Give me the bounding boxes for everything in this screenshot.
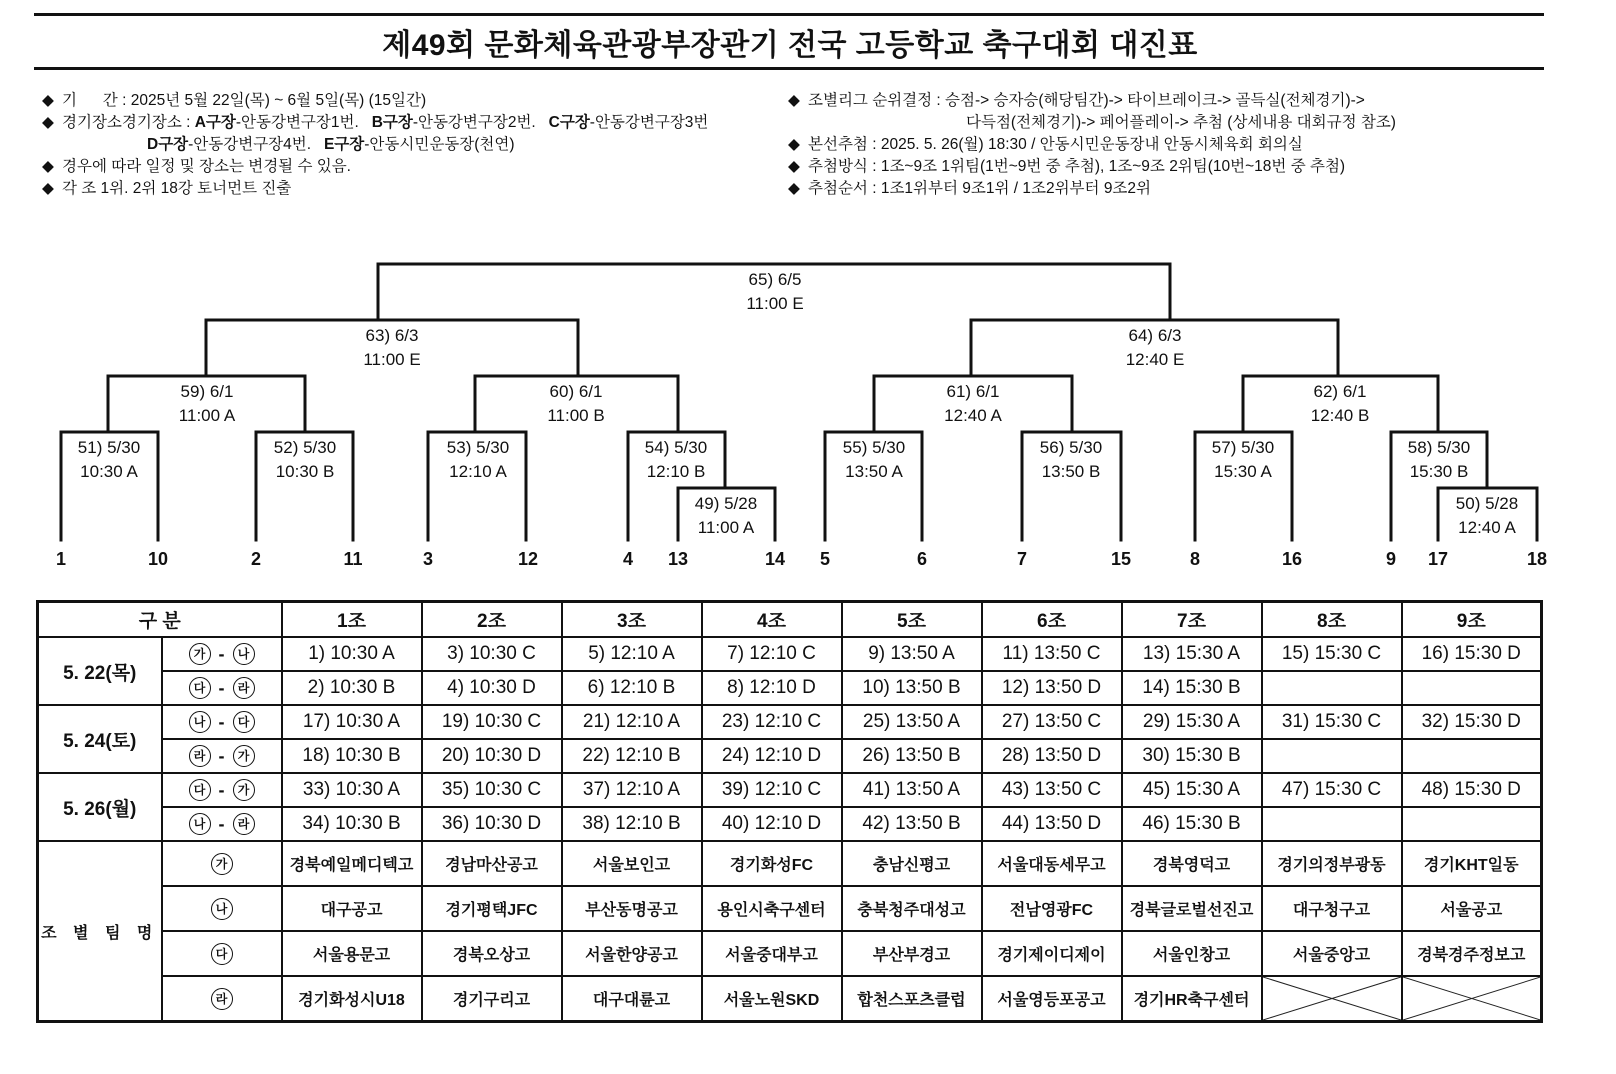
match-cell: 27) 13:50 C [982,705,1122,739]
match-cell: 48) 15:30 D [1402,773,1542,807]
table-row [38,671,1542,705]
team-name: 경기KHT일동 [1402,841,1542,886]
match-cell: 43) 13:50 C [982,773,1122,807]
diamond-bullet-icon: ◆ [788,158,800,175]
match-cell: 23) 12:10 C [702,705,842,739]
slot-circle-icon: 가 [211,853,233,875]
seed-slot: 8 [1189,549,1201,569]
diamond-bullet-icon: ◆ [42,158,54,175]
match-cell: 17) 10:30 A [282,705,422,739]
team-name: 서울인창고 [1122,931,1262,976]
seed-slot: 15 [1110,549,1132,569]
match-cell: 42) 13:50 B [842,807,982,841]
match-60-label: 60) 6/1 11:00 B [547,382,605,425]
slot-circle-icon: 가 [233,745,255,767]
seed-slot: 1 [55,549,67,569]
match-cell: 6) 12:10 B [562,671,702,705]
match-cell: 44) 13:50 D [982,807,1122,841]
info-draw-order: ◆ 추첨순서 : 1조1위부터 9조1위 / 1조2위부터 9조2위 [788,178,1396,200]
cross-out-icon [1263,977,1401,1020]
match-cell: 24) 12:10 D [702,739,842,773]
team-name: 서울노원SKD [702,976,842,1022]
match-65-label: 65) 6/5 11:00 E [746,270,804,313]
team-name: 경기화성시U18 [282,976,422,1022]
matchup-pair: 나 - 라 [162,807,282,841]
info-venues-cont: D구장-안동강변구장4번. E구장-안동시민운동장(천연) [147,136,515,153]
header-group: 1조 [282,602,422,638]
match-cell: 9) 13:50 A [842,637,982,671]
match-cell: 13) 15:30 A [1122,637,1262,671]
seed-slot: 18 [1526,549,1548,569]
match-date: 5. 26(월) [38,773,162,841]
info-change-notice: ◆ 경우에 따라 일정 및 장소는 변경될 수 있음. [42,156,708,178]
match-cell: 33) 10:30 A [282,773,422,807]
team-name: 경기HR축구센터 [1122,976,1262,1022]
team-name: 서울용문고 [282,931,422,976]
team-name: 경북글로벌선진고 [1122,886,1262,931]
team-name: 대구공고 [282,886,422,931]
team-row [38,886,1542,931]
match-cell: 38) 12:10 B [562,807,702,841]
team-slot [162,931,282,976]
match-cell: 20) 10:30 D [422,739,562,773]
team-name: 경기구리고 [422,976,562,1022]
info-draw: ◆ 본선추첨 : 2025. 5. 26(월) 18:30 / 안동시민운동장내 안동시체육회 회의실 [788,134,1396,156]
table-row [38,637,1542,671]
table-row [38,739,1542,773]
match-cell: 7) 12:10 C [702,637,842,671]
header-group: 6조 [982,602,1122,638]
match-58-label: 58) 5/30 15:30 B [1407,438,1471,481]
info-venues: ◆ 경기장소경기장소 : A구장-안동강변구장1번. B구장-안동강변구장2번. C구장-안동강변구장3번 [42,112,708,134]
team-name: 서울중대부고 [702,931,842,976]
match-56-label: 56) 5/30 13:50 B [1039,438,1103,481]
team-name: 대구대륜고 [562,976,702,1022]
slot-circle-icon: 라 [211,988,233,1010]
seed-slot: 13 [667,549,689,569]
seed-slot: 10 [147,549,169,569]
match-cell: 39) 12:10 C [702,773,842,807]
team-name: 용인시축구센터 [702,886,842,931]
matchup-pair: 다 - 가 [162,773,282,807]
match-cell: 32) 15:30 D [1402,705,1542,739]
match-cell: 31) 15:30 C [1262,705,1402,739]
header-group: 7조 [1122,602,1262,638]
match-cell: 15) 15:30 C [1262,637,1402,671]
match-cell: 26) 13:50 B [842,739,982,773]
match-cell: 37) 12:10 A [562,773,702,807]
match-50-label: 50) 5/28 12:40 A [1455,494,1519,537]
match-cell: 19) 10:30 C [422,705,562,739]
header-group: 5조 [842,602,982,638]
slot-circle-icon: 나 [189,711,211,733]
match-61-label: 61) 6/1 12:40 A [944,382,1002,425]
match-cell: 36) 10:30 D [422,807,562,841]
team-slot [162,841,282,886]
match-cell: 12) 13:50 D [982,671,1122,705]
header-group: 3조 [562,602,702,638]
seed-slot: 2 [250,549,262,569]
team-slot [162,886,282,931]
team-name: 부산동명공고 [562,886,702,931]
match-cell: 16) 15:30 D [1402,637,1542,671]
match-cell: 30) 15:30 B [1122,739,1262,773]
match-cell: 8) 12:10 D [702,671,842,705]
cross-out-icon [1403,977,1541,1020]
team-name: 충북청주대성고 [842,886,982,931]
matchup-pair: 나 - 다 [162,705,282,739]
diamond-bullet-icon: ◆ [788,136,800,153]
team-name: 경북경주정보고 [1402,931,1542,976]
team-name: 경기의정부광동 [1262,841,1402,886]
match-cell [1262,807,1402,841]
match-cell: 41) 13:50 A [842,773,982,807]
seed-slot: 3 [422,549,434,569]
match-cell: 1) 10:30 A [282,637,422,671]
header-group: 4조 [702,602,842,638]
info-period: ◆ 기 간 : 2025년 5월 22일(목) ~ 6월 5일(목) (15일간) [42,90,708,112]
info-ranking-cont: 다득점(전체경기)-> 페어플레이-> 추첨 (상세내용 대회규정 참조) [966,114,1396,131]
team-name: 전남영광FC [982,886,1122,931]
header-group: 2조 [422,602,562,638]
matchup-pair: 가 - 나 [162,637,282,671]
empty-slot-crossed [1402,976,1542,1022]
team-name: 서울대동세무고 [982,841,1122,886]
match-cell: 2) 10:30 B [282,671,422,705]
seed-slot: 6 [916,549,928,569]
match-cell [1262,739,1402,773]
slot-circle-icon: 가 [189,643,211,665]
match-cell: 3) 10:30 C [422,637,562,671]
match-date: 5. 24(토) [38,705,162,773]
slot-circle-icon: 나 [233,643,255,665]
match-cell: 22) 12:10 B [562,739,702,773]
team-slot [162,976,282,1022]
match-cell: 18) 10:30 B [282,739,422,773]
table-row [38,807,1542,841]
match-cell: 25) 13:50 A [842,705,982,739]
team-names-label: 조 별 팀 명 [38,841,162,1022]
match-cell: 46) 15:30 B [1122,807,1262,841]
team-name: 충남신평고 [842,841,982,886]
diamond-bullet-icon: ◆ [788,180,800,197]
group-schedule-table [36,600,1543,1023]
diamond-bullet-icon: ◆ [42,114,54,131]
slot-circle-icon: 다 [233,711,255,733]
team-name: 합천스포츠클럽 [842,976,982,1022]
header-category: 구 분 [38,602,282,638]
seed-slot: 4 [622,549,634,569]
header-group: 8조 [1262,602,1402,638]
match-57-label: 57) 5/30 15:30 A [1211,438,1275,481]
team-name: 대구청구고 [1262,886,1402,931]
team-name: 경북오상고 [422,931,562,976]
match-cell: 11) 13:50 C [982,637,1122,671]
slot-circle-icon: 나 [189,813,211,835]
team-name: 경남마산공고 [422,841,562,886]
matchup-pair: 라 - 가 [162,739,282,773]
diamond-bullet-icon: ◆ [42,92,54,109]
seed-slot: 14 [764,549,786,569]
match-cell: 5) 12:10 A [562,637,702,671]
team-name: 경기평택JFC [422,886,562,931]
match-55-label: 55) 5/30 13:50 A [842,438,906,481]
match-cell [1402,671,1542,705]
slot-circle-icon: 나 [211,898,233,920]
match-52-label: 52) 5/30 10:30 B [273,438,337,481]
match-cell [1262,671,1402,705]
match-cell [1402,807,1542,841]
table-row [38,705,1542,739]
match-51-label: 51) 5/30 10:30 A [77,438,141,481]
match-62-label: 62) 6/1 12:40 B [1310,382,1370,425]
info-ranking: ◆ 조별리그 순위결정 : 승점-> 승자승(해당팀간)-> 타이브레이크-> 골득실(전체경기)-> [788,90,1396,112]
match-64-label: 64) 6/3 12:40 E [1125,326,1185,369]
info-advance: ◆ 각 조 1위. 2위 18강 토너먼트 진출 [42,178,708,200]
slot-circle-icon: 다 [189,779,211,801]
match-cell: 28) 13:50 D [982,739,1122,773]
match-54-label: 54) 5/30 12:10 B [644,438,708,481]
slot-circle-icon: 라 [233,813,255,835]
slot-circle-icon: 라 [233,677,255,699]
table-header-row [38,602,1542,638]
header-group: 9조 [1402,602,1542,638]
match-cell: 10) 13:50 B [842,671,982,705]
team-name: 서울보인고 [562,841,702,886]
seed-slot: 12 [517,549,539,569]
slot-circle-icon: 다 [189,677,211,699]
match-59-label: 59) 6/1 11:00 A [178,382,236,425]
match-cell: 4) 10:30 D [422,671,562,705]
match-date: 5. 22(목) [38,637,162,705]
table-row [38,773,1542,807]
match-53-label: 53) 5/30 12:10 A [446,438,510,481]
team-name: 경기제이디제이 [982,931,1122,976]
slot-circle-icon: 라 [189,745,211,767]
team-name: 경기화성FC [702,841,842,886]
seed-slot: 5 [819,549,831,569]
match-cell [1402,739,1542,773]
match-cell: 21) 12:10 A [562,705,702,739]
seed-slot: 11 [343,549,363,569]
team-row [38,976,1542,1022]
seed-slot: 7 [1016,549,1028,569]
match-cell: 14) 15:30 B [1122,671,1262,705]
slot-circle-icon: 가 [233,779,255,801]
team-name: 서울한양공고 [562,931,702,976]
team-name: 경북예일메디텍고 [282,841,422,886]
match-cell: 45) 15:30 A [1122,773,1262,807]
slot-circle-icon: 다 [211,943,233,965]
empty-slot-crossed [1262,976,1402,1022]
team-name: 부산부경고 [842,931,982,976]
team-name: 서울공고 [1402,886,1542,931]
match-cell: 40) 12:10 D [702,807,842,841]
seed-slot: 16 [1281,549,1303,569]
team-row [38,931,1542,976]
seed-slot: 17 [1427,549,1449,569]
team-name: 서울영등포공고 [982,976,1122,1022]
match-49-label: 49) 5/28 11:00 A [694,494,758,537]
team-name: 서울중앙고 [1262,931,1402,976]
matchup-pair: 다 - 라 [162,671,282,705]
info-draw-method: ◆ 추첨방식 : 1조~9조 1위팀(1번~9번 중 추첨), 1조~9조 2위팀(10번~18번 중 추첨) [788,156,1396,178]
match-cell: 34) 10:30 B [282,807,422,841]
match-cell: 35) 10:30 C [422,773,562,807]
match-63-label: 63) 6/3 11:00 E [363,326,421,369]
seed-slot: 9 [1385,549,1397,569]
page-title: 제49회 문화체육관광부장관기 전국 고등학교 축구대회 대진표 [382,29,1198,62]
team-row [38,841,1542,886]
match-cell: 29) 15:30 A [1122,705,1262,739]
diamond-bullet-icon: ◆ [42,180,54,197]
team-name: 경북영덕고 [1122,841,1262,886]
diamond-bullet-icon: ◆ [788,92,800,109]
match-cell: 47) 15:30 C [1262,773,1402,807]
